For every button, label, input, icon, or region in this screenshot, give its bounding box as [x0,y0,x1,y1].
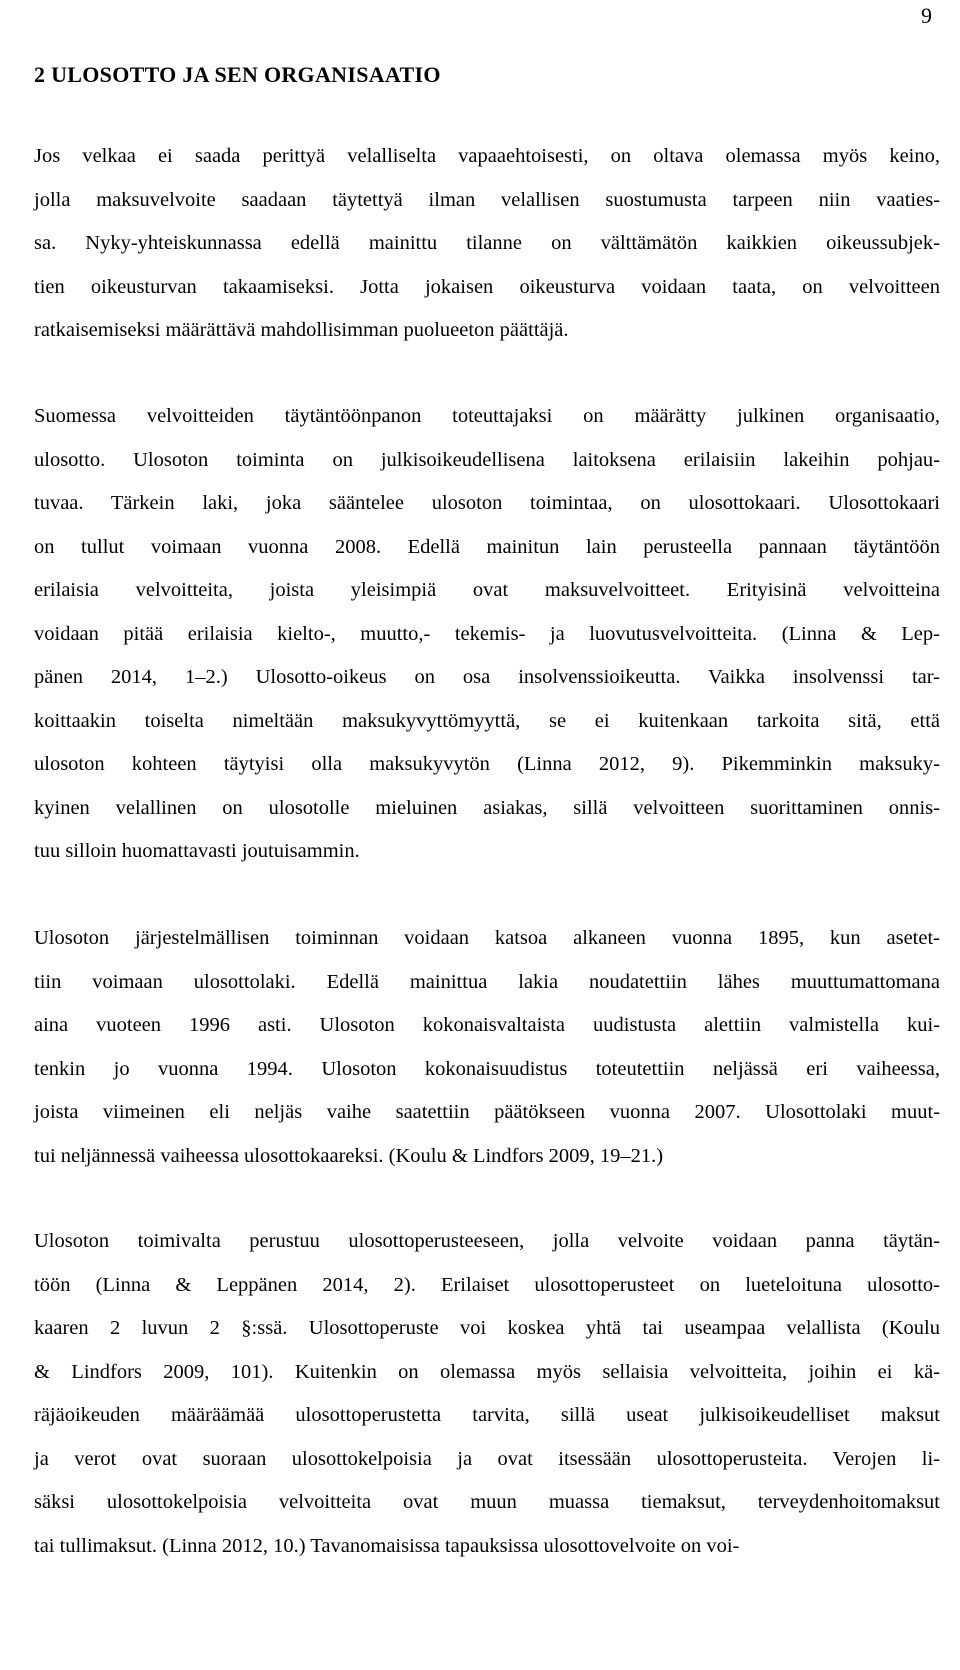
text-line: & Lindfors 2009, 101). Kuitenkin on olemassa myös sellaisia velvoitteita, joihin ei kä- [34,1360,940,1383]
text-line: tenkin jo vuonna 1994. Ulosoton kokonaisuudistus toteutettiin neljässä eri vaiheessa, [34,1057,940,1080]
text-line: erilaisia velvoitteita, joista yleisimpiä ovat maksuvelvoitteet. Erityisinä velvoitteina [34,579,940,601]
section-heading: 2 ULOSOTTO JA SEN ORGANISAATIO [34,62,441,87]
paragraph-4 [34,1220,940,1568]
text-line: Suomessa velvoitteiden täytäntöönpanon toteuttajaksi on määrätty julkinen organisaatio, [34,405,940,427]
text-line: Ulosoton järjestelmällisen toiminnan voidaan katsoa alkaneen vuonna 1895, kun asetet- [34,927,940,949]
text-line: säksi ulosottokelpoisia velvoitteita ovat muun muassa tiemaksut, terveydenhoitomaksut [34,1491,940,1513]
paragraph-1 [34,135,940,353]
text-line: Jos velkaa ei saada perittyä velalliselta vapaaehtoisesti, on oltava olemassa myös keino, [34,145,940,167]
page-number: 9 [921,3,932,28]
text-line: tuvaa. Tärkein laki, joka sääntelee ulosoton toimintaa, on ulosottokaari. Ulosottokaari [34,492,940,514]
text-line: ja verot ovat suoraan ulosottokelpoisia ja ovat itsessään ulosottoperusteita. Verojen li- [34,1447,940,1470]
text-line: jolla maksuvelvoite saadaan täytettyä ilman velallisen suostumusta tarpeen niin vaaties- [34,188,940,211]
text-line: tien oikeusturvan takaamiseksi. Jotta jokaisen oikeusturva voidaan taata, on velvoitteen [34,275,940,298]
text-line: kaaren 2 luvun 2 §:ssä. Ulosottoperuste voi koskea yhtä tai useampaa velallista (Koulu [34,1317,940,1339]
text-line: töön (Linna & Leppänen 2014, 2). Erilaiset ulosottoperusteet on lueteloitunа ulosotto- [34,1273,940,1296]
text-line: ulosoton kohteen täytyisi olla maksukyvytön (Linna 2012, 9). Pikemminkin maksuky- [34,753,940,775]
text-line: ulosotto. Ulosoton toiminta on julkisoikeudellisena laitoksena erilaisiin lakeihin pohjau- [34,448,940,471]
text-line: on tullut voimaan vuonna 2008. Edellä mainitun lain perusteella pannaan täytäntöön [34,535,940,558]
text-line: aina vuoteen 1996 asti. Ulosoton kokonaisvaltaista uudistusta alettiin valmistella kui- [34,1014,940,1036]
text-line: pänen 2014, 1–2.) Ulosotto-oikeus on osa insolvenssioikeutta. Vaikka insolvenssi tar- [34,666,940,688]
text-line: kyinen velallinen on ulosotolle mieluinen asiakas, sillä velvoitteen suorittaminen onnis- [34,796,940,819]
text-line: tuu silloin huomattavasti joutuisammin. [34,840,360,862]
text-line: tiin voimaan ulosottolaki. Edellä mainittua lakia noudatettiin lähes muuttumattomana [34,970,940,993]
text-line: räjäoikeuden määräämää ulosottoperustetta tarvita, sillä useat julkisoikeudelliset maksut [34,1404,940,1426]
text-line: voidaan pitää erilaisia kielto-, muutto,- tekemis- ja luovutusvelvoitteita. (Linna & Lep- [34,622,940,645]
text-line: tai tullimaksut. (Linna 2012, 10.) Tavanomaisissa tapauksissa ulosottovelvoite on voi- [34,1534,740,1557]
text-line: tui neljännessä vaiheessa ulosottokaareksi. (Koulu & Lindfors 2009, 19–21.) [34,1144,664,1167]
text-line: ratkaisemiseksi määrättävä mahdollisimman puolueeton päättäjä. [34,319,569,341]
text-line: Ulosoton toimivalta perustuu ulosottoperusteeseen, jolla velvoite voidaan panna täytän- [34,1230,940,1252]
text-line: koittaakin toiselta nimeltään maksukyvyttömyyttä, se ei kuitenkaan tarkoita sitä, että [34,709,940,732]
text-line: sa. Nyky-yhteiskunnassa edellä mainittu tilanne on välttämätön kaikkien oikeussubjek- [34,232,940,254]
paragraph-3 [34,917,940,1178]
paragraph-2 [34,395,940,874]
text-line: joista viimeinen eli neljäs vaihe saatettiin päätökseen vuonna 2007. Ulosottolaki muut- [34,1101,940,1123]
